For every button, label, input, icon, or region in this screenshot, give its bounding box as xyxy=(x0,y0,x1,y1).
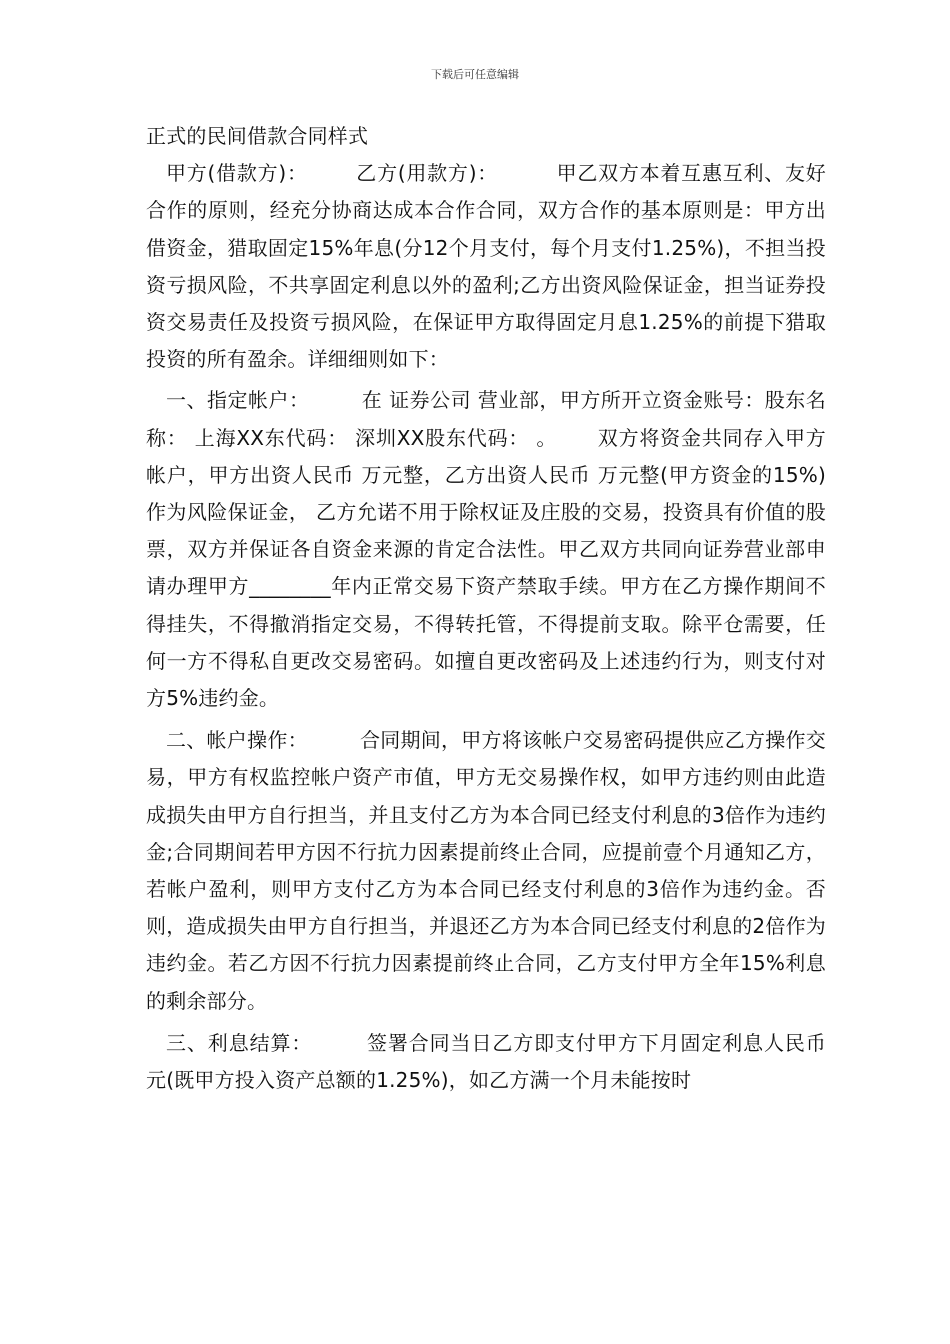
section-3-heading: 三、利息结算： xyxy=(166,1030,313,1055)
section-1-account-text: 在 证券公司 营业部，甲方所开立资金账号：股东名称： 上海XX东代码： 深圳XX股东代码： 。 xyxy=(146,388,826,450)
section-1-heading: 一、指定帐户： xyxy=(166,388,310,413)
header-note: 下载后可任意编辑 xyxy=(431,68,519,81)
section-3-paragraph xyxy=(146,1025,826,1099)
intro-text: 甲乙双方本着互惠互利、友好合作的原则，经充分协商达成本合作合同，双方合作的基本原则是：甲方出借资金，猎取固定15%年息(分12个月支付，每个月支付1.25%)，不担当投资亏损风险，不共享固定利息以外的盈利;乙方出资风险保证金，担当证券投资交易责任及投资亏损风险，在保证甲方取得固定月息1.25%的前提下猎取投资的所有盈余。详细细则如下： xyxy=(146,161,826,372)
document-title: 正式的民间借款合同样式 xyxy=(146,124,369,148)
party-b-label: 乙方(用款方)： xyxy=(355,161,499,186)
section-1-paragraph xyxy=(146,382,826,717)
party-a-label: 甲方(借款方)： xyxy=(166,161,308,186)
section-2-text: 合同期间，甲方将该帐户交易密码提供应乙方操作交易，甲方有权监控帐户资产市值，甲方无交易操作权，如甲方违约则由此造成损失由甲方自行担当，并且支付乙方为本合同已经支付利息的3倍作为违约金;合同期间若甲方因不行抗力因素提前终止合同，应提前壹个月通知乙方，若帐户盈利，则甲方支付乙方为本合同已经支付利息的3倍作为违约金。否则，造成损失由甲方自行担当，并退还乙方为本合同已经支付利息的2倍作为违约金。若乙方因不行抗力因素提前终止合同，乙方支付甲方全年15%利息的剩余部分。 xyxy=(146,728,826,1013)
intro-paragraph xyxy=(146,155,826,378)
section-2-heading: 二、帐户操作： xyxy=(166,728,308,753)
section-2-paragraph xyxy=(146,722,826,1020)
section-3-text: 签署合同当日乙方即支付甲方下月固定利息人民币 元(既甲方投入资产总额的1.25%)，如乙方满一个月未能按时 xyxy=(146,1030,826,1093)
section-1-terms-text: 双方将资金共同存入甲方帐户，甲方出资人民币 万元整，乙方出资人民币 万元整(甲方资金的15%)作为风险保证金， 乙方允诺不用于除权证及庄股的交易，投资具有价值的股票，双方并保证各自资金来源的肯定合法性。甲乙双方共同向证券营业部申请办理甲方________年内正常交易下资产禁取手续。甲方在乙方操作期间不得挂失，不得撤消指定交易，不得转托管，不得提前支取。除平仓需要，任何一方不得私自更改交易密码。如擅自更改密码及上述违约行为，则支付对方5%违约金。 xyxy=(146,425,826,711)
document-body xyxy=(146,118,826,1099)
